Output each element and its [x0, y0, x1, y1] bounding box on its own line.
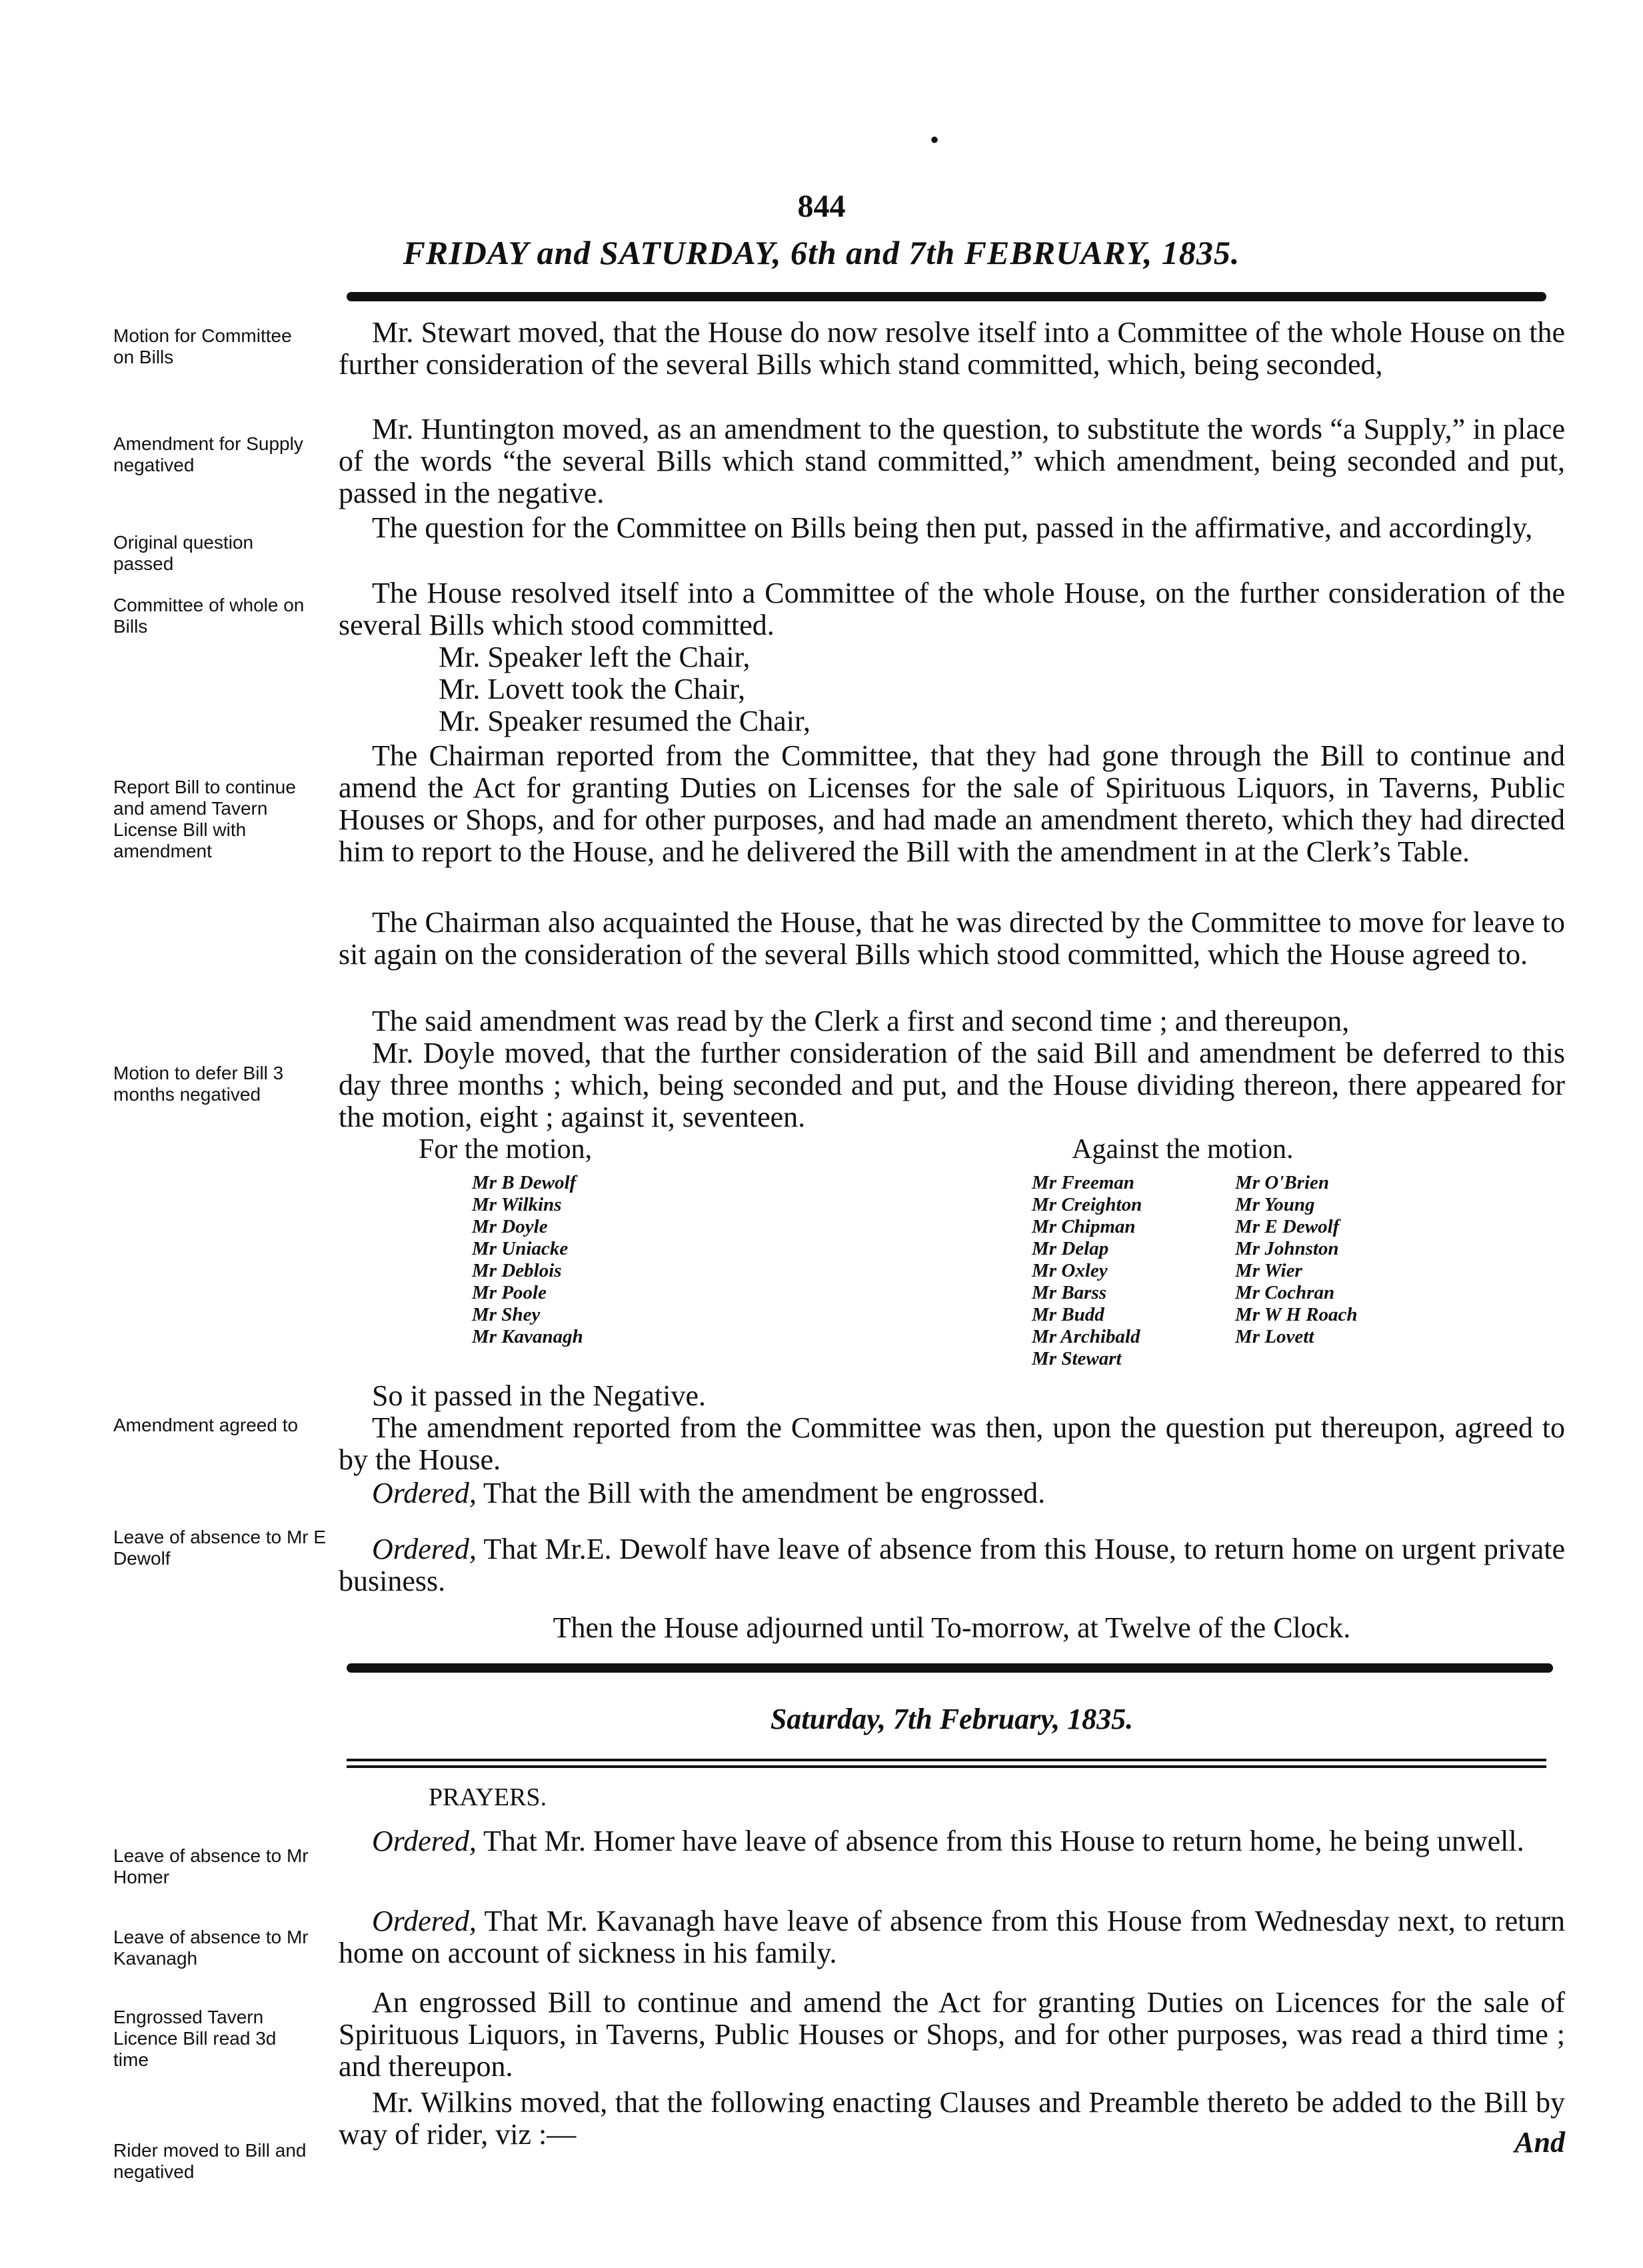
against-voter: Mr Cochran [1235, 1282, 1335, 1303]
order-text: That Mr. Kavanagh have leave of absence from this House from Wednesday next, to return home on account of sickness in his family. [339, 1905, 1565, 1969]
against-voter: Mr E Dewolf [1235, 1216, 1340, 1237]
against-voter: Mr Creighton [1032, 1194, 1142, 1215]
margin-note: Leave of absence to Mr Homer [113, 1845, 309, 1887]
order-text: That Mr. Homer have leave of absence from this House to return home, he being unwell. [483, 1825, 1524, 1857]
for-voter: Mr B Dewolf [472, 1172, 577, 1193]
saturday-heading: Saturday, 7th February, 1835. [770, 1703, 1134, 1735]
paragraph: The amendment reported from the Committee was then, upon the question put thereupon, agreed to by the House. [339, 1411, 1565, 1476]
against-voter: Mr Chipman [1032, 1216, 1136, 1237]
section-rule [347, 1663, 1553, 1673]
margin-note: Motion for Committee on Bills [113, 325, 292, 367]
against-voter: Mr Young [1235, 1194, 1315, 1215]
against-label: Against the motion. [1072, 1134, 1294, 1165]
section-rule [347, 1759, 1546, 1761]
margin-note: Committee of whole on Bills [113, 595, 305, 637]
order-paragraph [339, 1825, 1565, 1857]
chair-line: Mr. Speaker left the Chair, [439, 641, 751, 673]
against-voter: Mr Freeman [1032, 1172, 1134, 1193]
margin-note: Original question passed [113, 532, 254, 574]
paragraph: Mr. Doyle moved, that the further consideration of the said Bill and amendment be deferred to this day three months ; which, being seconded and put, and the House dividing thereon, there appeared for the motion, eight ; against it, seventeen. [339, 1037, 1565, 1133]
order-paragraph [339, 1533, 1565, 1597]
chair-line: Mr. Speaker resumed the Chair, [439, 705, 811, 737]
adjournment: Then the House adjourned until To-morrow, at Twelve of the Clock. [553, 1611, 1351, 1644]
against-voter: Mr Wier [1235, 1260, 1302, 1281]
against-voter: Mr O'Brien [1235, 1172, 1330, 1193]
running-title: FRIDAY and SATURDAY, 6th and 7th FEBRUARY, 1835. [403, 234, 1240, 271]
ink-dot: • [930, 125, 940, 155]
prayers-heading: PRAYERS. [429, 1783, 547, 1811]
paragraph: Mr. Wilkins moved, that the following enacting Clauses and Preamble thereto be added to the Bill by way of rider, viz :— [339, 2086, 1565, 2151]
margin-note: Amendment agreed to [113, 1415, 299, 1435]
for-voter: Mr Deblois [472, 1260, 562, 1281]
paragraph: The Chairman also acquainted the House, that he was directed by the Committee to move for leave to sit again on the consideration of the several Bills which stood committed, which the House agreed to. [339, 906, 1565, 971]
margin-note: Leave of absence to Mr Kavanagh [113, 1927, 309, 1969]
against-voter: Mr Budd [1032, 1304, 1104, 1325]
ordered-label: Ordered, [372, 1533, 477, 1565]
paragraph: An engrossed Bill to continue and amend the Act for granting Duties on Licences for the sale of Spirituous Liquors, in Taverns, Public Houses or Shops, and for other purposes, was read a third time ; and thereupon. [339, 1986, 1565, 2083]
margin-note: Leave of absence to Mr E Dewolf [113, 1527, 327, 1569]
against-voter: Mr Archibald [1032, 1326, 1140, 1347]
order-paragraph [339, 1477, 1565, 1509]
paragraph: The said amendment was read by the Clerk a first and second time ; and thereupon, [372, 1005, 1350, 1037]
against-voter: Mr Stewart [1032, 1348, 1122, 1369]
against-voter: Mr Johnston [1235, 1238, 1339, 1259]
margin-note: Rider moved to Bill and negatived [113, 2140, 307, 2182]
for-voter: Mr Wilkins [472, 1194, 562, 1215]
paragraph: Mr. Huntington moved, as an amendment to the question, to substitute the words “a Supply,” in place of the words “the several Bills which stand committed,” which amendment, being seconded and put, passed in the negative. [339, 413, 1565, 509]
order-text: That Mr.E. Dewolf have leave of absence from this House, to return home on urgent private business. [339, 1533, 1565, 1597]
against-voter: Mr Oxley [1032, 1260, 1108, 1281]
order-paragraph [339, 1905, 1565, 1969]
margin-note: Report Bill to continue and amend Tavern License Bill with amendment [113, 777, 296, 861]
paragraph: The House resolved itself into a Committee of the whole House, on the further consideration of the several Bills which stood committed. [339, 577, 1565, 641]
section-rule [347, 1765, 1546, 1768]
against-voter: Mr W H Roach [1235, 1304, 1358, 1325]
paragraph: The Chairman reported from the Committee, that they had gone through the Bill to continue and amend the Act for granting Duties on Licenses for the sale of Spirituous Liquors, in Taverns, Public Houses or Shops, and for other purposes, and had made an amendment thereto, which they had directed him to report to the House, and he delivered the Bill with the amendment in at the Clerk’s Table. [339, 739, 1565, 868]
for-voter: Mr Doyle [472, 1216, 548, 1237]
for-label: For the motion, [419, 1134, 593, 1165]
header-rule [347, 292, 1546, 301]
page-number: 844 [797, 189, 846, 224]
for-voter: Mr Kavanagh [472, 1326, 583, 1347]
ordered-label: Ordered, [372, 1905, 477, 1937]
ordered-label: Ordered, [372, 1825, 477, 1857]
paragraph: The question for the Committee on Bills being then put, passed in the affirmative, and accordingly, [372, 511, 1533, 544]
for-voter: Mr Uniacke [472, 1238, 569, 1259]
chair-line: Mr. Lovett took the Chair, [439, 673, 746, 705]
paragraph: Mr. Stewart moved, that the House do now resolve itself into a Committee of the whole House on the further consideration of the several Bills which stand committed, which, being seconded, [339, 316, 1565, 381]
ordered-label: Ordered, [372, 1477, 477, 1509]
margin-note: Engrossed Tavern Licence Bill read 3d time [113, 2007, 277, 2070]
order-text: That the Bill with the amendment be engrossed. [483, 1477, 1046, 1509]
catchword: And [1514, 2126, 1565, 2159]
paragraph: So it passed in the Negative. [372, 1379, 707, 1412]
against-voter: Mr Delap [1032, 1238, 1109, 1259]
for-voter: Mr Shey [472, 1304, 541, 1325]
margin-note: Amendment for Supply negatived [113, 433, 303, 475]
for-voter: Mr Poole [472, 1282, 547, 1303]
against-voter: Mr Lovett [1235, 1326, 1314, 1347]
margin-note: Motion to defer Bill 3 months negatived [113, 1063, 284, 1105]
against-voter: Mr Barss [1032, 1282, 1107, 1303]
